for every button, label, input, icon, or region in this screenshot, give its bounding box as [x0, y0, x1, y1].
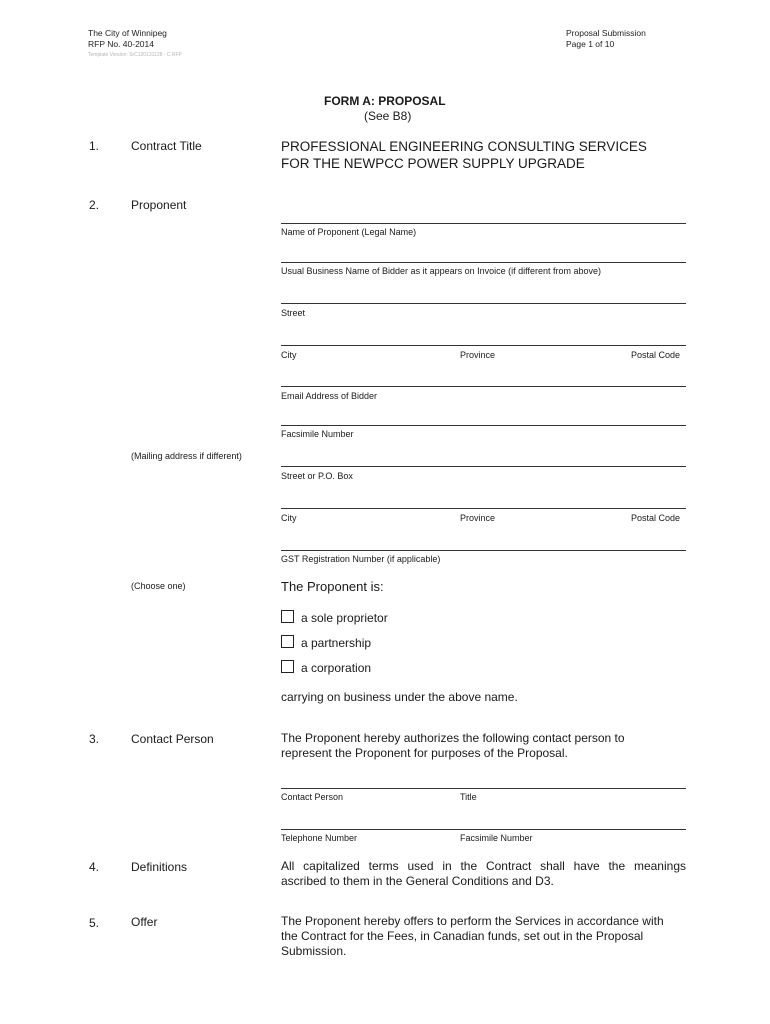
city-2-caption: City — [281, 513, 297, 523]
contact-person-caption: Contact Person — [281, 792, 344, 802]
header-rfp-number: RFP No. 40-2014 — [88, 39, 154, 49]
email-line[interactable] — [281, 386, 686, 387]
gst-caption: GST Registration Number (if applicable) — [281, 554, 441, 564]
usual-business-name-line[interactable] — [281, 262, 686, 263]
section-3-number: 3. — [89, 732, 100, 746]
offer-text-line-2: the Contract for the Fees, in Canadian funds, set out in the Proposal — [281, 929, 644, 943]
po-box-line[interactable] — [281, 466, 686, 467]
contact-text-line-2: represent the Proponent for purposes of the Proposal. — [281, 746, 568, 760]
section-3-label: Contact Person — [131, 732, 214, 746]
section-5-label: Offer — [131, 915, 158, 929]
gst-line[interactable] — [281, 550, 686, 551]
proponent-name-caption: Name of Proponent (Legal Name) — [281, 227, 417, 237]
section-5-number: 5. — [89, 916, 100, 930]
contract-title-line-1: PROFESSIONAL ENGINEERING CONSULTING SERVICES — [281, 139, 647, 154]
province-2-caption: Province — [460, 513, 496, 523]
usual-business-name-caption: Usual Business Name of Bidder as it appears on Invoice (if different from above) — [281, 266, 601, 276]
contact-title-caption: Title — [460, 792, 477, 802]
proponent-is-label: The Proponent is: — [281, 579, 384, 594]
contact-person-line[interactable] — [281, 788, 686, 789]
form-subtitle: (See B8) — [364, 109, 412, 123]
header-template-version: Template Version: SrC120131128 - C RFP — [88, 52, 182, 58]
corporation-checkbox[interactable] — [281, 660, 294, 673]
sole-proprietor-checkbox[interactable] — [281, 610, 294, 623]
form-title: FORM A: PROPOSAL — [324, 94, 446, 108]
contact-fax-caption: Facsimile Number — [460, 833, 533, 843]
postal-code-caption: Postal Code — [631, 350, 681, 360]
proponent-name-line[interactable] — [281, 223, 686, 224]
contract-title-line-2: FOR THE NEWPCC POWER SUPPLY UPGRADE — [281, 156, 585, 171]
street-caption: Street — [281, 308, 306, 318]
section-4-number: 4. — [89, 860, 100, 874]
telephone-line[interactable] — [281, 829, 686, 830]
mailing-address-note: (Mailing address if different) — [131, 451, 242, 461]
header-org: The City of Winnipeg — [88, 28, 167, 38]
city-2-line[interactable] — [281, 508, 686, 509]
offer-text-line-1: The Proponent hereby offers to perform the Services in accordance with — [281, 914, 664, 928]
city-line[interactable] — [281, 345, 686, 346]
sole-proprietor-label: a sole proprietor — [301, 611, 388, 625]
postal-code-2-caption: Postal Code — [631, 513, 681, 523]
fax-line[interactable] — [281, 425, 686, 426]
partnership-checkbox[interactable] — [281, 635, 294, 648]
section-2-number: 2. — [89, 198, 100, 212]
offer-text-line-3: Submission. — [281, 944, 347, 958]
province-caption: Province — [460, 350, 496, 360]
carrying-on-business-text: carrying on business under the above name. — [281, 690, 518, 704]
email-caption: Email Address of Bidder — [281, 391, 378, 401]
fax-caption: Facsimile Number — [281, 429, 354, 439]
choose-one-note: (Choose one) — [131, 581, 186, 591]
definitions-text-line-2: ascribed to them in the General Conditions and D3. — [281, 874, 554, 888]
corporation-label: a corporation — [301, 661, 372, 675]
section-1-number: 1. — [89, 139, 100, 153]
header-proposal-submission: Proposal Submission — [566, 28, 646, 38]
partnership-label: a partnership — [301, 636, 372, 650]
section-2-label: Proponent — [131, 198, 187, 212]
telephone-caption: Telephone Number — [281, 833, 358, 843]
section-4-label: Definitions — [131, 860, 188, 874]
definitions-text-line-1: All capitalized terms used in the Contract shall have the meanings — [281, 859, 686, 873]
street-line[interactable] — [281, 303, 686, 304]
section-1-label: Contract Title — [131, 139, 202, 153]
city-caption: City — [281, 350, 297, 360]
po-box-caption: Street or P.O. Box — [281, 471, 353, 481]
header-page-number: Page 1 of 10 — [566, 39, 615, 49]
contact-text-line-1: The Proponent hereby authorizes the following contact person to — [281, 731, 625, 745]
